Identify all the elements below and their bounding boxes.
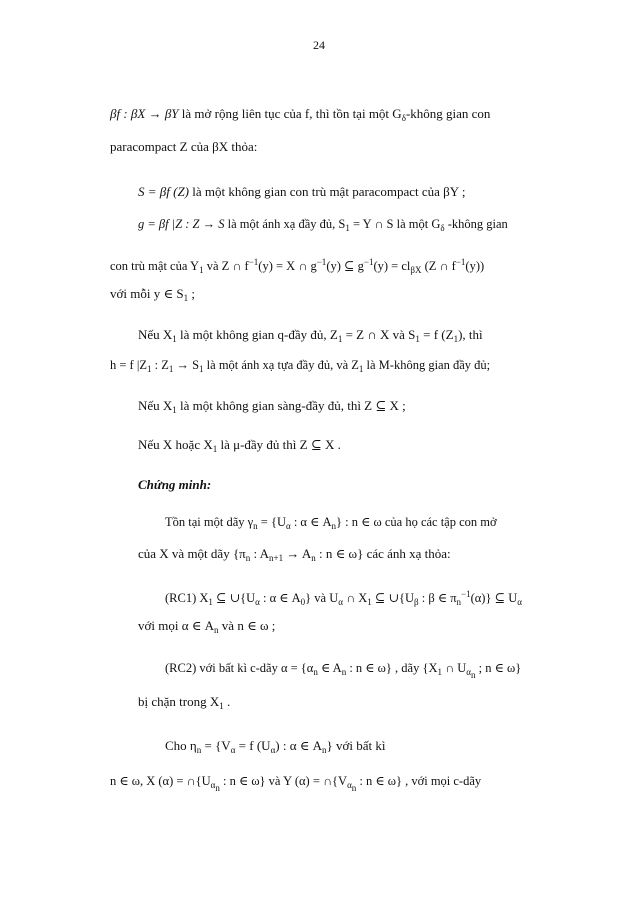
subscript: 1 (168, 364, 174, 374)
subscript: 1 (212, 444, 218, 454)
subscript: 1 (437, 667, 442, 677)
text-span: là một không gian q-đầy đủ, Z (176, 327, 338, 342)
text-span: Nếu X (138, 327, 173, 342)
subscript: n (311, 553, 316, 563)
text-span: : α ∈ A (290, 515, 332, 529)
text-span: = {V (201, 738, 231, 753)
math-span: g = βf |Z : Z → S (138, 217, 225, 231)
text-line-18 (165, 738, 386, 758)
subscript: n+1 (269, 553, 284, 563)
text-span: → S (173, 358, 200, 372)
text-span: và Z ∩ f (203, 259, 249, 273)
subscript: α (517, 597, 522, 607)
text-span: } với bất kì (326, 738, 386, 753)
subscript (210, 780, 220, 793)
subscript: 1 (199, 364, 204, 374)
text-span: là một không gian sàng-đầy đủ, thì Z ⊆ X ; (176, 398, 406, 413)
subscript: 1 (199, 265, 204, 275)
text-span: của X và một dãy {π (138, 546, 246, 561)
text-span: là một không gian con trù mật paracompact của βY ; (189, 184, 466, 199)
text-line-17 (138, 694, 230, 714)
text-span: (y) = cl (373, 259, 411, 273)
text-span: } và U (305, 591, 339, 605)
text-line-19 (110, 773, 481, 796)
text-line-6 (110, 286, 195, 306)
math-span: S = βf (Z) (138, 184, 189, 199)
text-span: ∩ X (342, 591, 368, 605)
subscript: α (338, 597, 343, 607)
text-span: ∩ U (441, 661, 467, 675)
text-span: α (210, 780, 216, 790)
subscript: β (414, 597, 419, 607)
subscript: n (322, 745, 327, 755)
text-line-13 (138, 546, 451, 566)
text-span: -không gian (444, 217, 508, 231)
text-span: (Z ∩ f (421, 259, 456, 273)
subscript: δ (440, 223, 445, 233)
superscript: −1 (248, 257, 259, 267)
text-span: . (223, 694, 231, 709)
text-span: → A (283, 546, 312, 561)
superscript: −1 (363, 257, 374, 267)
subscript: 1 (453, 334, 459, 344)
subscript: 1 (208, 597, 213, 607)
text-line-10 (138, 437, 341, 457)
text-line-7 (138, 327, 483, 347)
subscript: 1 (358, 364, 364, 374)
text-span: h = f |Z (110, 358, 147, 372)
text-span: (y) ⊆ g (326, 259, 364, 273)
text-span: với mọi α ∈ A (138, 618, 215, 633)
text-span: = f (U (235, 738, 271, 753)
subscript: n (214, 625, 219, 635)
subscript: βX (410, 265, 422, 275)
subscript: α (230, 745, 236, 755)
text-span: paracompact Z của βX thỏa: (110, 139, 258, 154)
text-span: (RC1) X (165, 591, 209, 605)
text-span: là một ánh xạ đầy đủ, S (224, 217, 346, 231)
subscript: 1 (415, 334, 420, 344)
text-span: = Z ∩ X và S (342, 327, 416, 342)
subscript: 1 (183, 293, 189, 303)
subscript (466, 667, 476, 680)
text-span: (y) = X ∩ g (258, 259, 317, 273)
subscript: n (245, 553, 251, 563)
text-span: : n ∈ ω} các ánh xạ thỏa: (315, 546, 451, 561)
subscript: n (341, 667, 347, 677)
subscript: n (331, 521, 337, 531)
subscript: α (285, 521, 291, 531)
subscript: 0 (300, 597, 306, 607)
text-span: ⊆ ∪{U (371, 591, 415, 605)
text-span: -không gian con (405, 106, 491, 121)
text-span: ), thì (458, 327, 483, 342)
text-line-15 (138, 618, 275, 638)
text-span: (y)) (465, 259, 485, 273)
text-span: Nếu X (138, 398, 173, 413)
text-span: : n ∈ ω} , dãy {X (346, 661, 438, 675)
text-line-14 (165, 586, 522, 610)
text-span: n ∈ ω, X (α) = ∩{U (110, 774, 211, 788)
text-line-16 (165, 660, 521, 683)
text-span: Tồn tại một dãy γ (165, 515, 254, 529)
text-span: bị chặn trong X (138, 694, 220, 709)
text-span: là mở rộng liên tục của f, thì tồn tại một G (178, 106, 402, 121)
subscript: 1 (345, 223, 350, 233)
text-span: ; n ∈ ω} (475, 661, 522, 675)
text-span: = {U (257, 515, 286, 529)
subscript: 1 (219, 701, 224, 711)
subscript: n (471, 670, 476, 680)
subscript: 1 (367, 597, 372, 607)
text-span: = Y ∩ S là một G (349, 217, 441, 231)
superscript: −1 (316, 257, 327, 267)
page-number: 24 (313, 38, 325, 52)
text-line-9 (138, 398, 406, 418)
text-span: Nếu X hoặc X (138, 437, 213, 452)
text-line-8 (110, 357, 490, 377)
subscript: 1 (146, 364, 152, 374)
subscript: n (196, 745, 202, 755)
subscript: 1 (172, 405, 177, 415)
subscript: 1 (172, 334, 177, 344)
text-line-2 (110, 139, 257, 155)
text-span: với mỗi y ∈ S (110, 286, 184, 301)
subscript: n (253, 521, 258, 531)
text-line-4 (138, 216, 508, 236)
text-line-12 (165, 514, 497, 534)
text-span: là M-không gian đầy đủ; (363, 358, 491, 372)
subscript: 1 (337, 334, 343, 344)
text-span: α (466, 667, 472, 677)
text-span: : n ∈ ω} , với mọi c-dãy (356, 774, 482, 788)
text-span: : α ∈ A (259, 591, 301, 605)
text-span: : β ∈ π (418, 591, 457, 605)
text-span: là một ánh xạ tựa đầy đủ, và Z (203, 358, 359, 372)
text-span: con trù mật của Y (110, 259, 200, 273)
text-line-3 (138, 184, 466, 200)
text-span: (RC2) với bất kì c-dãy α = {α (165, 661, 314, 675)
text-span: là μ-đầy đủ thì Z ⊆ X . (217, 437, 341, 452)
superscript: −1 (455, 257, 466, 267)
subscript: n (456, 597, 462, 607)
text-span: : n ∈ ω} và Y (α) = ∩{V (219, 774, 348, 788)
text-span: Cho η (165, 738, 197, 753)
math-extension-map: βf : βX → βY (110, 106, 179, 121)
text-span: ∈ A (317, 661, 342, 675)
text-span: α (347, 780, 352, 790)
text-span: } : n ∈ ω của họ các tập con mở (336, 515, 497, 529)
subscript (347, 780, 357, 793)
subscript: n (351, 783, 357, 793)
text-span: ⊆ ∪{U (212, 591, 256, 605)
text-span: : Z (151, 358, 169, 372)
text-span: : A (250, 546, 270, 561)
proof-heading: Chứng minh: (138, 477, 212, 492)
text-line-5 (110, 254, 484, 278)
text-line-1 (110, 106, 490, 126)
text-span: = f (Z (419, 327, 454, 342)
text-span: ) : α ∈ A (275, 738, 323, 753)
subscript: α (255, 597, 260, 607)
subscript: n (313, 667, 318, 677)
superscript: −1 (461, 589, 471, 599)
subscript: δ (401, 113, 406, 123)
subscript: α (270, 745, 276, 755)
text-span: và n ∈ ω ; (218, 618, 276, 633)
text-span: (α)} ⊆ U (470, 591, 518, 605)
text-span: ; (188, 286, 195, 301)
subscript: n (215, 783, 220, 793)
